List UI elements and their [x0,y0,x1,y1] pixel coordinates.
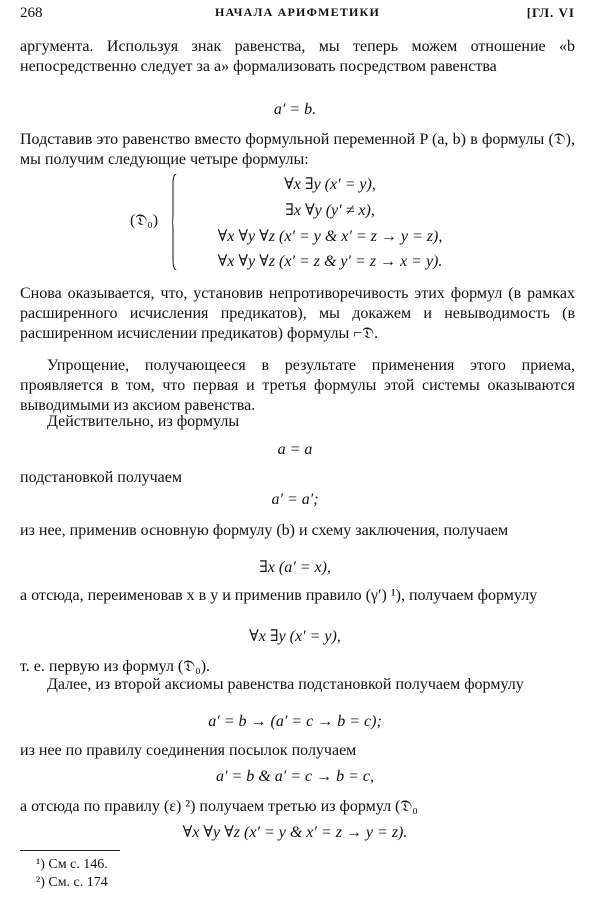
formula-4: ∃x (a′ = x), [259,559,331,576]
paragraph-1: аргумента. Используя знак равенства, мы теперь можем отношение «b непосредственно следует за a» формализовать посредством равенства [20,38,575,75]
system-formula-3: ∀x ∀y ∀z (x′ = y & x′ = z → y = z), [217,228,443,245]
paragraph-12: а отсюда по правилу (ε) ²) получаем третью из формул (𝔇₀ [20,798,418,815]
paragraph-7: из нее, применив основную формулу (b) и схему заключения, получаем [20,522,509,539]
formula-5: ∀x ∃y (x′ = y), [249,628,341,645]
paragraph-10: Далее, из второй аксиомы равенства подстановкой получаем формулу [47,676,524,693]
system-label: (𝔇₀) [130,212,159,229]
paragraph-6: подстановкой получаем [20,469,182,486]
running-title: НАЧАЛА АРИФМЕТИКИ [215,5,380,19]
paragraph-3: Снова оказывается, что, установив непротиворечивость этих формул (в рамках расширенного исчисления предикатов), мы докажем и невыводимость (в расширенном исчислении предикатов) формулы ⌐𝔇. [20,285,575,342]
system-formula-2: ∃x ∀y (y′ ≠ x), [285,202,375,219]
system-formula-1: ∀x ∃y (x′ = y), [284,176,376,193]
page-number: 268 [20,5,43,21]
paragraph-11: из нее по правилу соединения посылок получаем [20,742,357,759]
paragraph-5: Действительно, из формулы [47,413,240,430]
chapter-label: [ГЛ. VI [526,5,575,20]
formula-system [130,172,470,272]
left-brace-icon [172,174,177,270]
system-formula-4: ∀x ∀y ∀z (x′ = z & y′ = z → x = y). [217,253,443,270]
formula-6: a′ = b → (a′ = c → b = c); [208,713,382,730]
running-header [20,5,575,25]
formula-7: a′ = b & a′ = c → b = c, [215,768,375,785]
paragraph-4: Упрощение, получающееся в результате применения этого приема, проявляется в том, что первая и третья формулы этой системы оказываются выводимыми из аксиом равенства. [20,357,575,414]
footnote-rule [20,850,120,851]
formula-3: a′ = a′; [271,491,319,508]
paragraph-2: Подставив это равенство вместо формульной переменной P (a, b) в формулы (𝔇), мы получим следующие четыре формулы: [20,131,575,168]
formula-8: ∀x ∀y ∀z (x′ = y & x′ = z → y = z). [182,824,408,841]
formula-1: a′ = b. [273,101,317,118]
paragraph-9: т. е. первую из формул (𝔇₀). [20,658,211,675]
footnote-2: ²) См. с. 174 [36,875,108,890]
formula-2: a = a [277,441,313,458]
footnote-1: ¹) См с. 146. [36,857,108,872]
paragraph-8: а отсюда, переименовав x в y и применив правило (γ′) ¹), получаем формулу [20,587,538,604]
